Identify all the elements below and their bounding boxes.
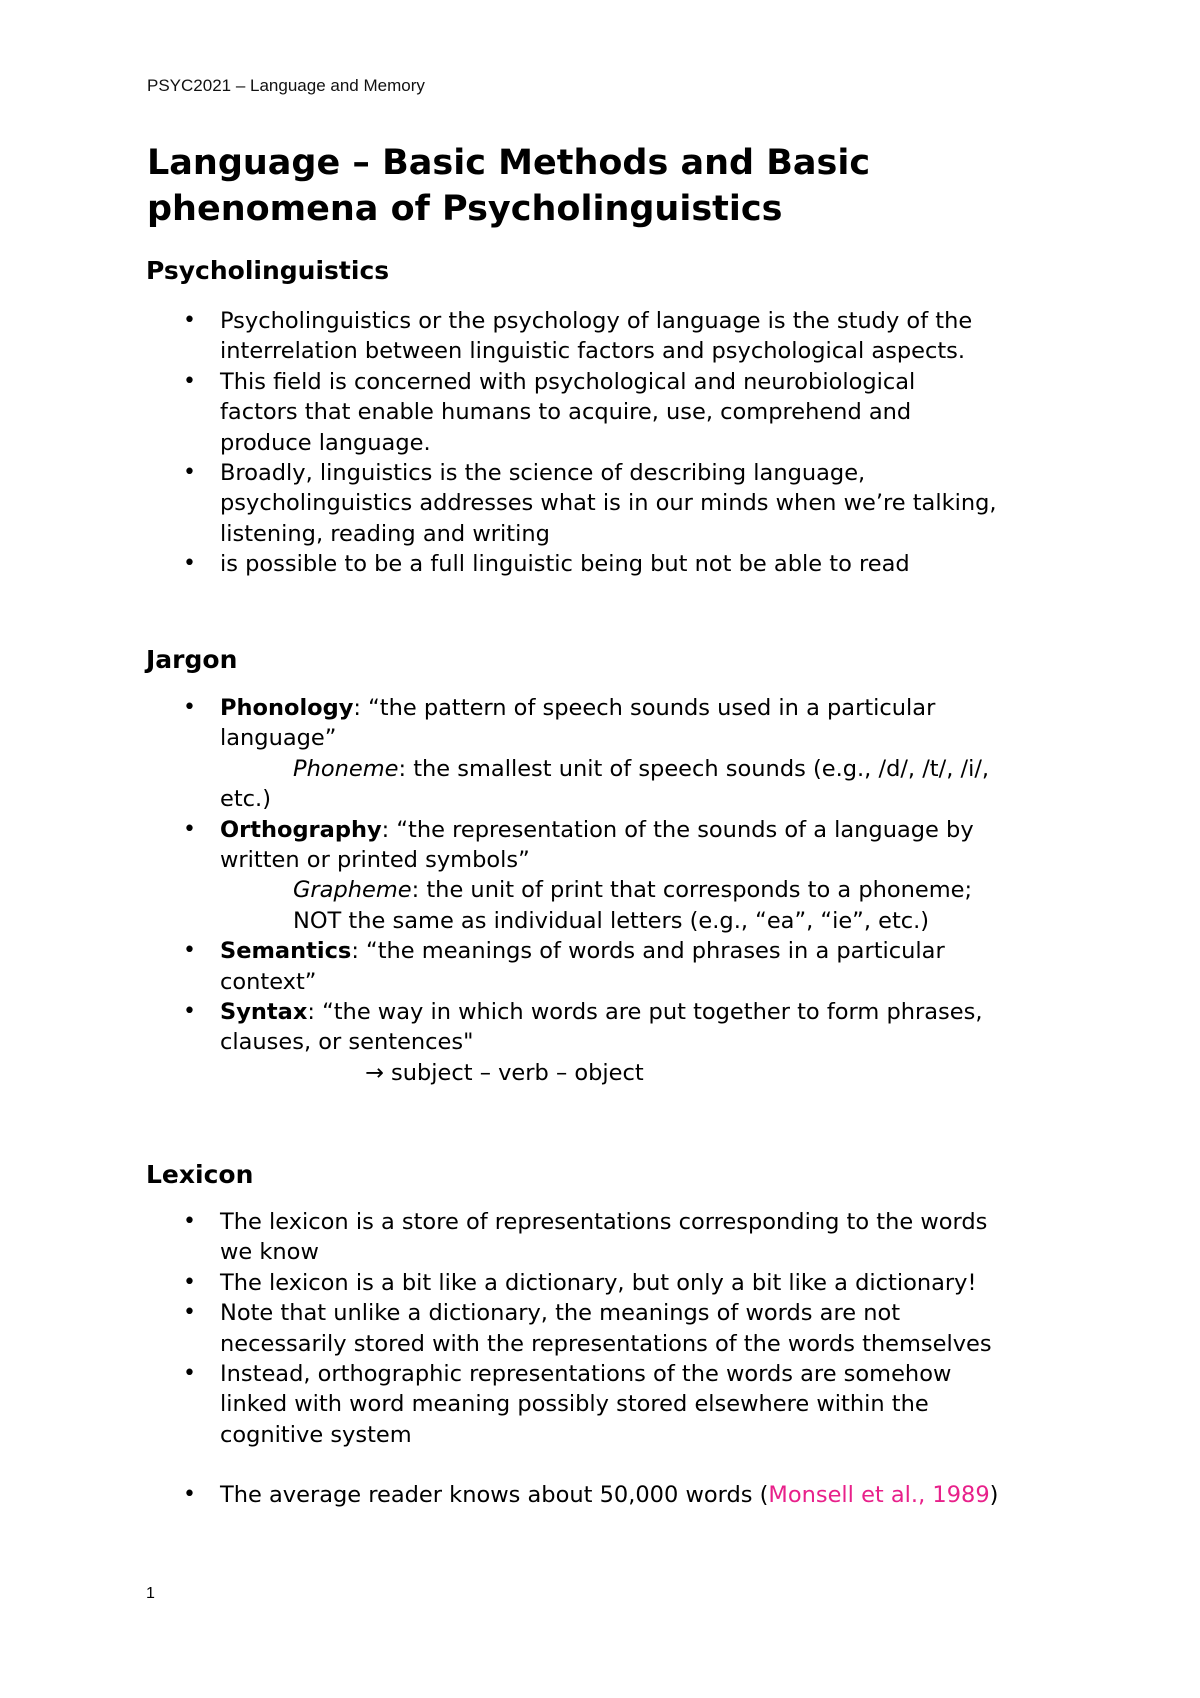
bullet-icon: •: [183, 1361, 196, 1387]
list-item: • Broadly, linguistics is the science of describing language, psycholinguistics addresses what is in our minds when we’re talking, listening, reading and writing: [183, 460, 997, 547]
syntax-order: → subject – verb – object: [365, 1059, 644, 1086]
bullet-icon: •: [183, 368, 196, 394]
bullet-icon: •: [183, 551, 196, 577]
running-header: PSYC2021 – Language and Memory: [147, 76, 425, 95]
heading-psycholinguistics: Psycholinguistics: [146, 256, 390, 285]
psycholinguistics-list: [0, 306, 1100, 580]
bullet-icon: •: [183, 1209, 196, 1234]
jargon-item-semantics: • Semantics: “the meanings of words and phrases in a particular context”: [183, 938, 945, 995]
jargon-item-phonology: • Phonology: “the pattern of speech sounds used in a particular language” Phoneme: the smallest unit of speech sounds (e.g., /d/, /t/, /i/, etc.): [0, 693, 1100, 815]
bullet-icon: •: [183, 695, 196, 720]
jargon-item-syntax: • Syntax: “the way in which words are put together to form phrases, clauses, or sentences" → subject – verb – object: [0, 997, 1100, 1088]
document-title: [147, 140, 1107, 232]
list-item: • This field is concerned with psychological and neurobiological factors that enable humans to acquire, use, comprehend and produce language.: [183, 368, 916, 456]
heading-lexicon: Lexicon: [146, 1160, 254, 1189]
list-item: • Psycholinguistics or the psychology of language is the study of the interrelation between linguistic factors and psychological aspects.: [183, 308, 973, 365]
jargon-list: [0, 693, 1100, 1088]
bullet-icon: •: [183, 1482, 196, 1508]
bullet-icon: •: [183, 999, 196, 1025]
bullet-icon: •: [183, 460, 196, 486]
list-item: • The lexicon is a store of representations corresponding to the words we know: [183, 1209, 988, 1266]
list-item: • Note that unlike a dictionary, the meanings of words are not necessarily stored with the representations of the words themselves: [183, 1300, 992, 1357]
bullet-icon: •: [183, 938, 196, 964]
jargon-item-orthography: • Orthography: “the representation of the sounds of a language by written or printed symbols” Grapheme: the unit of print that corresponds to a phoneme; NOT the same as individual letters (e.g., “ea”, “ie”, etc.): [0, 815, 1100, 937]
spacer: [0, 1450, 1100, 1480]
bullet-icon: •: [183, 1300, 196, 1326]
list-item: • The lexicon is a bit like a dictionary, but only a bit like a dictionary!: [0, 1268, 1100, 1298]
term-phonology: Phonology: [220, 695, 354, 721]
title-line-2: phenomena of Psycholinguistics: [147, 189, 783, 229]
bullet-icon: •: [183, 816, 196, 842]
list-item: • The average reader knows about 50,000 words (Monsell et al., 1989): [0, 1480, 1100, 1510]
heading-jargon: Jargon: [146, 645, 238, 674]
lexicon-list: [0, 1207, 1100, 1511]
term-semantics: Semantics: [220, 938, 352, 965]
bullet-icon: •: [183, 1269, 196, 1295]
arrow-right-icon: →: [365, 1059, 384, 1086]
subterm-phoneme: Phoneme: the smallest unit of speech sounds (e.g., /d/, /t/, /i/,: [293, 755, 990, 782]
bullet-icon: •: [183, 308, 196, 333]
list-item: • is possible to be a full linguistic being but not be able to read: [0, 549, 1100, 579]
page-number: 1: [146, 1585, 155, 1602]
list-item: • Instead, orthographic representations of the words are somehow linked with word meaning possibly stored elsewhere within the cognitive system: [183, 1361, 952, 1448]
term-orthography: Orthography: [220, 816, 382, 843]
term-syntax: Syntax: [220, 999, 308, 1026]
citation-link[interactable]: Monsell et al., 1989: [768, 1482, 990, 1509]
title-line-1: Language – Basic Methods and Basic: [147, 143, 871, 183]
subterm-grapheme: Grapheme: the unit of print that corresponds to a phoneme;: [293, 877, 973, 904]
